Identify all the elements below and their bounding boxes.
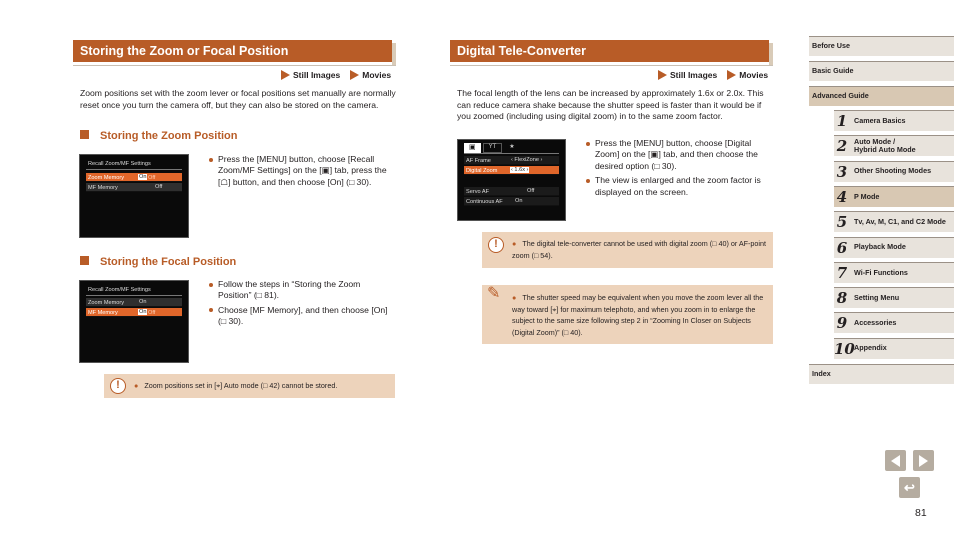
step-item: Press the [MENU] button, choose [Recall Zoom/MF Settings] on the [▣] tab, press the [☖] button, and then choose [On] (□ 30).	[208, 154, 388, 188]
chapter-label: Auto Mode / Hybrid Auto Mode	[854, 136, 916, 155]
menu-row-value: ‹ FlexiZone ›	[511, 157, 543, 163]
mode-movies: Movies	[739, 70, 769, 80]
memo-text-wrap	[512, 292, 767, 338]
subsection-title	[80, 256, 236, 268]
screen-divider	[86, 295, 182, 296]
camera-tab-icon: ▣	[464, 143, 481, 153]
return-icon: ↩	[904, 479, 915, 495]
screen-divider	[86, 169, 182, 170]
arrow-left-icon	[891, 455, 900, 467]
memo-note	[482, 285, 773, 344]
step-item: Follow the steps in “Storing the Zoom Position” (□ 81).	[208, 279, 390, 302]
caution-note	[482, 232, 773, 268]
pencil-icon: ✎	[487, 285, 501, 302]
star-tab-icon: ★	[509, 144, 515, 150]
chapter-label: Accessories	[854, 318, 897, 328]
screen-divider	[464, 153, 559, 154]
chapter-item[interactable]	[834, 211, 954, 232]
mode-indicator	[658, 70, 768, 80]
menu-row-value: On	[139, 299, 147, 305]
chapter-number: 9	[836, 314, 848, 333]
chapter-label: Appendix	[854, 343, 887, 353]
menu-row-value: On	[139, 309, 147, 315]
section-divider	[450, 65, 773, 66]
section-square-icon	[80, 130, 93, 142]
chapter-number: 6	[836, 238, 848, 257]
menu-row	[464, 156, 559, 165]
caution-text-wrap	[512, 238, 767, 261]
chapter-item[interactable]	[834, 110, 954, 131]
menu-row-label: MF Memory	[88, 184, 118, 191]
section-square-icon	[80, 256, 93, 268]
chapter-item[interactable]	[834, 161, 954, 182]
menu-row-value: Off	[155, 184, 163, 190]
chapter-number: 3	[836, 162, 848, 181]
bullet-dot: ●	[512, 293, 517, 302]
section-divider	[73, 65, 396, 66]
tool-tab-icon: ΥΤ	[483, 143, 503, 153]
nav-before-use[interactable]: Before Use	[809, 36, 954, 56]
bullet-dot: ●	[134, 381, 139, 390]
intro-paragraph: Zoom positions set with the zoom lever or focal positions set manually are normally reset once you turn the camera off, but they can also be stored on the camera.	[80, 88, 396, 110]
chapter-item[interactable]	[834, 186, 954, 207]
chapter-label: Wi-Fi Functions	[854, 267, 908, 277]
step-item: The view is enlarged and the zoom factor is displayed on the screen.	[585, 175, 775, 198]
menu-row-label: Servo AF	[466, 188, 490, 195]
subsection-title	[80, 130, 238, 142]
menu-row	[86, 298, 182, 307]
chapter-number: 5	[836, 213, 848, 232]
caution-icon: !	[488, 237, 504, 253]
menu-row	[464, 187, 559, 196]
chapter-number: 7	[836, 263, 848, 282]
chapter-number: 2	[836, 137, 848, 156]
chapter-label: Tv, Av, M, C1, and C2 Mode	[854, 216, 946, 226]
camera-menu-screenshot	[457, 139, 566, 221]
menu-row-label: Continuous AF	[466, 198, 503, 205]
next-page-button[interactable]	[913, 450, 934, 471]
menu-tabs	[464, 143, 559, 153]
nav-basic-guide[interactable]: Basic Guide	[809, 61, 954, 81]
arrow-icon	[658, 70, 667, 80]
step-list	[208, 154, 388, 191]
chapter-item[interactable]	[834, 312, 954, 333]
chapter-label: Playback Mode	[854, 242, 906, 252]
menu-row	[464, 197, 559, 206]
menu-row-option: Off	[148, 174, 156, 181]
chapter-item[interactable]	[834, 135, 954, 156]
arrow-right-icon	[919, 455, 928, 467]
chapter-label: Camera Basics	[854, 115, 906, 125]
caution-text-wrap	[134, 380, 392, 392]
step-item: Press the [MENU] button, choose [Digital Zoom] on the [▣] tab, and then choose the desired option (□ 30).	[585, 138, 775, 172]
menu-row	[86, 183, 182, 192]
caution-text: Zoom positions set in [⌖] Auto mode (□ 42) cannot be stored.	[144, 381, 338, 390]
section-title-tele-converter: Digital Tele-Converter	[450, 40, 769, 62]
chapter-number: 8	[836, 289, 848, 308]
nav-advanced-guide[interactable]: Advanced Guide	[809, 86, 954, 106]
chapter-label: Other Shooting Modes	[854, 166, 932, 176]
mode-still-images: Still Images	[293, 70, 341, 80]
caution-icon: !	[110, 378, 126, 394]
menu-row	[86, 308, 182, 317]
mode-still-images: Still Images	[670, 70, 718, 80]
chapter-item[interactable]	[834, 338, 954, 359]
chapter-label: P Mode	[854, 191, 880, 201]
arrow-icon	[350, 70, 359, 80]
menu-row-label: Digital Zoom	[466, 167, 498, 174]
menu-row-label: MF Memory	[88, 309, 118, 316]
chapter-number: 1	[836, 112, 848, 130]
menu-row-label: AF Frame	[466, 157, 491, 164]
memo-text: The shutter speed may be equivalent when you move the zoom lever all the way toward [⌖] for maximum telephoto, and when you zoom in to enlarge the subject to the same size following step 2 in “Zooming In Closer on Subjects (Digital Zoom)” (□ 40).	[512, 293, 764, 337]
step-list	[585, 138, 775, 201]
menu-row-value: Off	[527, 188, 535, 194]
return-button[interactable]	[899, 477, 920, 498]
menu-row	[464, 166, 559, 175]
bullet-dot: ●	[512, 239, 517, 248]
arrow-icon	[281, 70, 290, 80]
nav-index[interactable]: Index	[809, 364, 954, 384]
caution-text: The digital tele-converter cannot be used with digital zoom (□ 40) or AF-point zoom (□ 54).	[512, 239, 766, 260]
intro-paragraph: The focal length of the lens can be increased by approximately 1.6x or 2.0x. This can reduce camera shake because the shutter speed is faster than it would be if you zoomed (including using digital zoom) in to the same zoom factor.	[457, 88, 764, 122]
chapter-item[interactable]	[834, 262, 954, 283]
camera-menu-screenshot	[79, 280, 189, 363]
camera-menu-screenshot	[79, 154, 189, 238]
mode-indicator	[281, 70, 391, 80]
chapter-item[interactable]	[834, 237, 954, 258]
subsection-title-text: Storing the Focal Position	[100, 256, 237, 268]
chapter-number: 4	[836, 187, 848, 206]
menu-row-label: Zoom Memory	[88, 299, 125, 306]
menu-row-label: Zoom Memory	[88, 174, 125, 181]
menu-row-value: On	[515, 198, 523, 204]
section-title-zoom-memory: Storing the Zoom or Focal Position	[73, 40, 392, 62]
menu-row	[86, 173, 182, 182]
chapter-item[interactable]	[834, 287, 954, 308]
menu-row-value: On	[139, 174, 147, 180]
step-item: Choose [MF Memory], and then choose [On] (□ 30).	[208, 305, 390, 328]
screen-title: Recall Zoom/MF Settings	[88, 161, 151, 167]
subsection-title-text: Storing the Zoom Position	[100, 130, 238, 142]
menu-row-value: ‹ 1.6x ›	[511, 167, 529, 173]
chapter-label: Setting Menu	[854, 292, 900, 302]
caution-note	[104, 374, 395, 398]
page-number: 81	[915, 507, 927, 519]
step-list	[208, 279, 390, 331]
screen-title: Recall Zoom/MF Settings	[88, 287, 151, 293]
prev-page-button[interactable]	[885, 450, 906, 471]
menu-row-option: Off	[148, 309, 156, 316]
arrow-icon	[727, 70, 736, 80]
chapter-number: 10	[834, 339, 855, 358]
mode-movies: Movies	[362, 70, 392, 80]
